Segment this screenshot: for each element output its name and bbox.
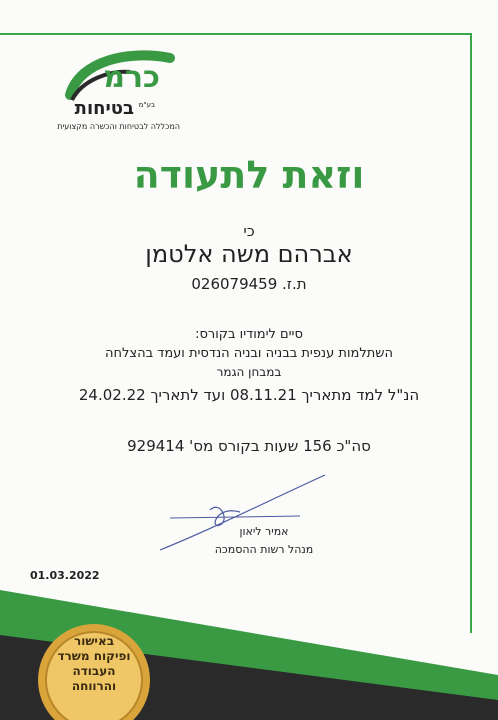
signer-title: מנהל רשות ההסמכה (214, 543, 314, 556)
seal-text (34, 634, 154, 694)
logo (10, 50, 180, 140)
ki-label: כי (243, 222, 255, 240)
issue-date: 01.03.2022 (30, 569, 100, 582)
seal-line-3: העבודה (72, 664, 116, 678)
logo-tagline: המכללה לבטיחות והכשרה מקצועית (57, 122, 180, 131)
id-line: ת.ז. 026079459 (191, 275, 307, 293)
certificate-title: וזאת לתעודה (133, 153, 365, 197)
completed-label: סיים לימודיו בקורס: (195, 327, 303, 342)
course-line-1: השתלמות ענפית בבניה ובניה הנדסית ועמד בהצלחה (105, 346, 393, 361)
hours-line: סה"כ 156 שעות בקורס מס' 929414 (127, 437, 371, 455)
seal-line-1: באישור (73, 634, 115, 648)
recipient-name: אברהם משה אלטמן (145, 240, 353, 268)
signer-name: אמיר ליאון (239, 525, 289, 538)
dates-line: הנ"ל למד מתאריך 08.11.21 ועד לתאריך 24.02.22 (78, 386, 420, 404)
course-line-2: במבחן הגמר (216, 365, 282, 379)
frame-border-top (0, 33, 472, 35)
logo-brand: כרמ (103, 60, 160, 95)
logo-sub: בטיחות (74, 98, 134, 119)
seal-line-4: והרווחה (71, 679, 117, 693)
logo-suffix: בע"מ (138, 101, 155, 109)
seal-line-2: ופיקוח משרד (57, 649, 131, 663)
